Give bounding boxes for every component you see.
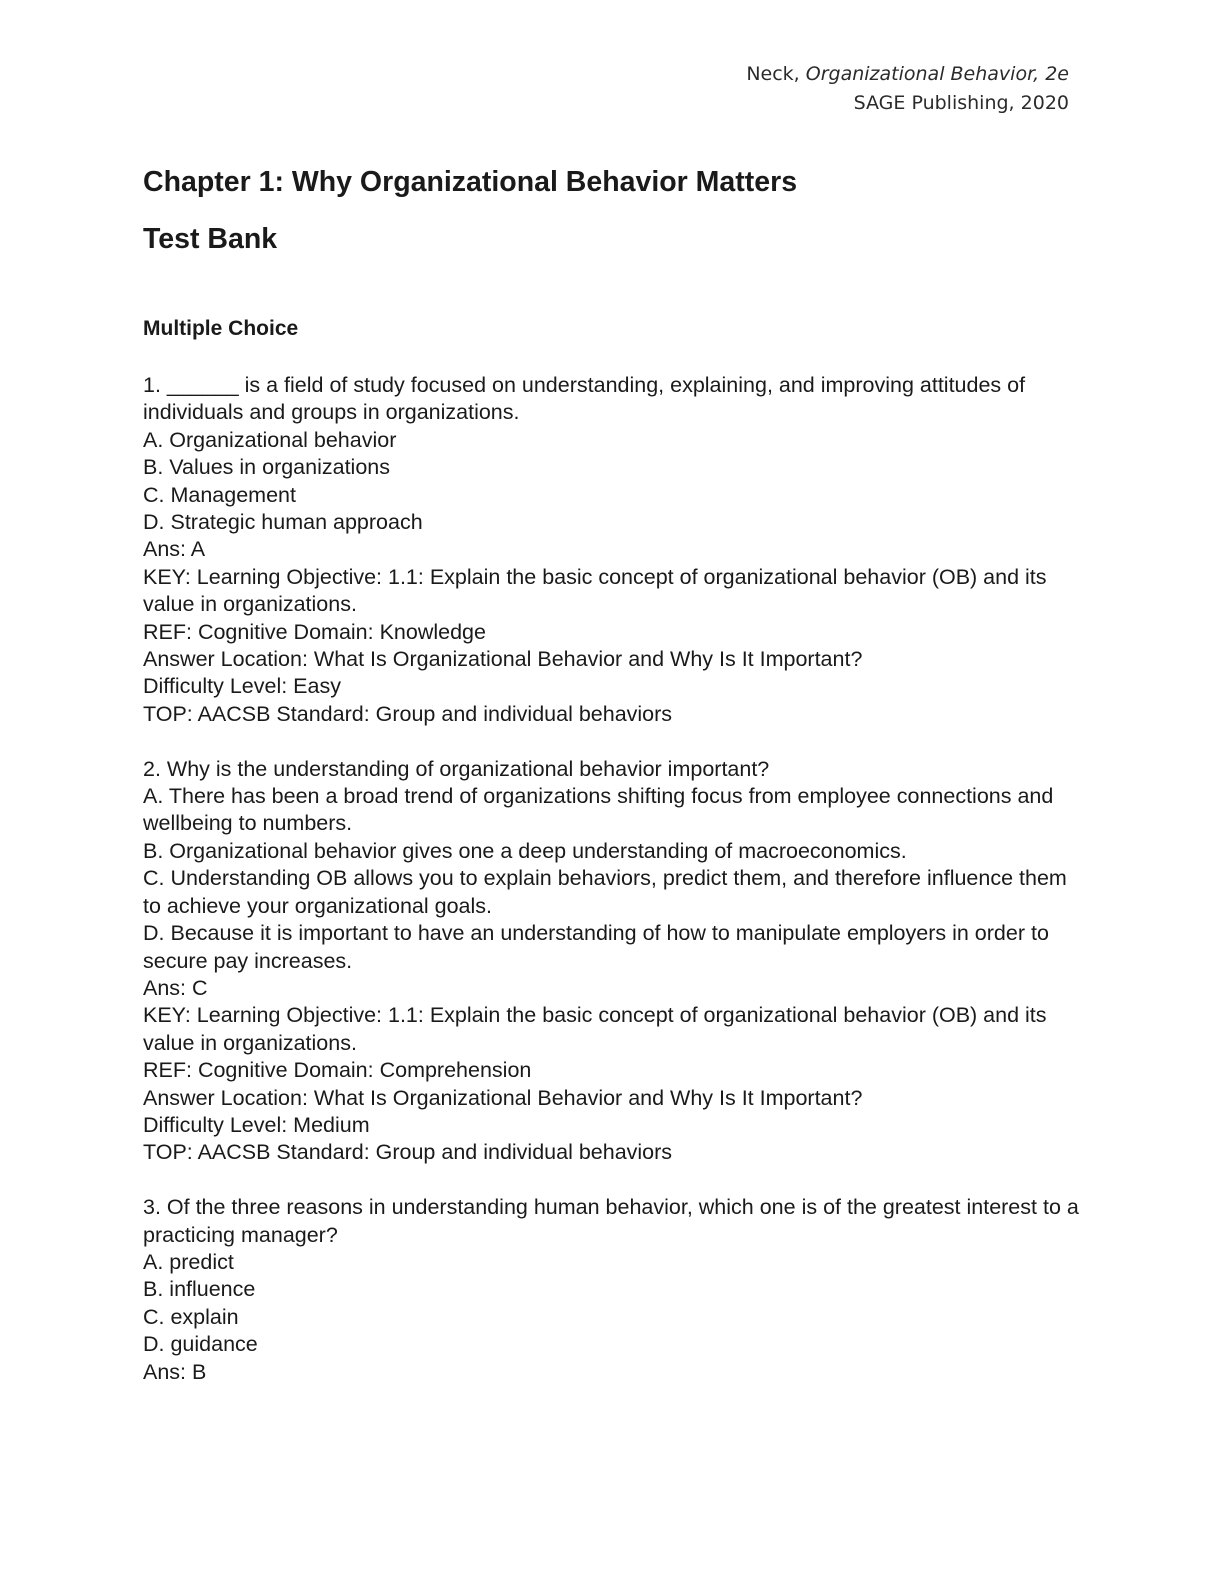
answer: Ans: A [143,537,206,562]
difficulty-level: Difficulty Level: Medium [143,1112,370,1137]
option-b: B. influence [143,1277,256,1302]
answer: Ans: C [143,975,208,1000]
answer: Ans: B [143,1359,207,1384]
option-d: D. Strategic human approach [143,510,423,535]
header-book-title: Organizational Behavior, 2e [805,63,1069,85]
document-body [143,162,1083,1386]
header-author: Neck, [746,63,806,85]
difficulty-level: Difficulty Level: Easy [143,674,341,699]
answer-location: Answer Location: What Is Organizational Behavior and Why Is It Important? [143,647,863,672]
question-stem: 1. ______ is a field of study focused on understanding, explaining, and improving attitudes of individuals and groups in organizations. [143,373,1026,425]
question-stem: 2. Why is the understanding of organizational behavior important? [143,756,770,781]
top-standard: TOP: AACSB Standard: Group and individual behaviors [143,1140,673,1165]
option-c: C. explain [143,1304,239,1329]
header-book-line [746,60,1069,89]
option-a: A. There has been a broad trend of organizations shifting focus from employee connections and wellbeing to numbers. [143,784,1054,836]
question-2 [143,756,1083,1167]
doc-subtitle: Test Bank [143,223,278,255]
chapter-title: Chapter 1: Why Organizational Behavior Matters [143,166,798,198]
option-c: C. Understanding OB allows you to explain behaviors, predict them, and therefore influence them to achieve your organizational goals. [143,866,1067,918]
ref-domain: REF: Cognitive Domain: Knowledge [143,619,486,644]
question-stem: 3. Of the three reasons in understanding human behavior, which one is of the greatest interest to a practicing manager? [143,1195,1079,1247]
top-standard: TOP: AACSB Standard: Group and individual behaviors [143,701,673,726]
option-d: D. Because it is important to have an understanding of how to manipulate employers in order to secure pay increases. [143,921,1049,973]
option-c: C. Management [143,482,296,507]
option-d: D. guidance [143,1332,258,1357]
section-heading: Multiple Choice [143,317,299,340]
option-a: A. predict [143,1249,234,1274]
answer-location: Answer Location: What Is Organizational Behavior and Why Is It Important? [143,1085,863,1110]
header-publisher: SAGE Publishing, 2020 [853,92,1069,114]
option-b: B. Organizational behavior gives one a deep understanding of macroeconomics. [143,838,907,863]
question-1 [143,372,1083,728]
ref-domain: REF: Cognitive Domain: Comprehension [143,1058,532,1083]
key-objective: KEY: Learning Objective: 1.1: Explain the basic concept of organizational behavior (OB) and its value in organizations. [143,564,1047,617]
option-b: B. Values in organizations [143,455,390,480]
question-3 [143,1194,1083,1386]
key-objective: KEY: Learning Objective: 1.1: Explain the basic concept of organizational behavior (OB) and its value in organizations. [143,1003,1047,1055]
option-a: A. Organizational behavior [143,427,397,452]
page-header [746,60,1069,118]
